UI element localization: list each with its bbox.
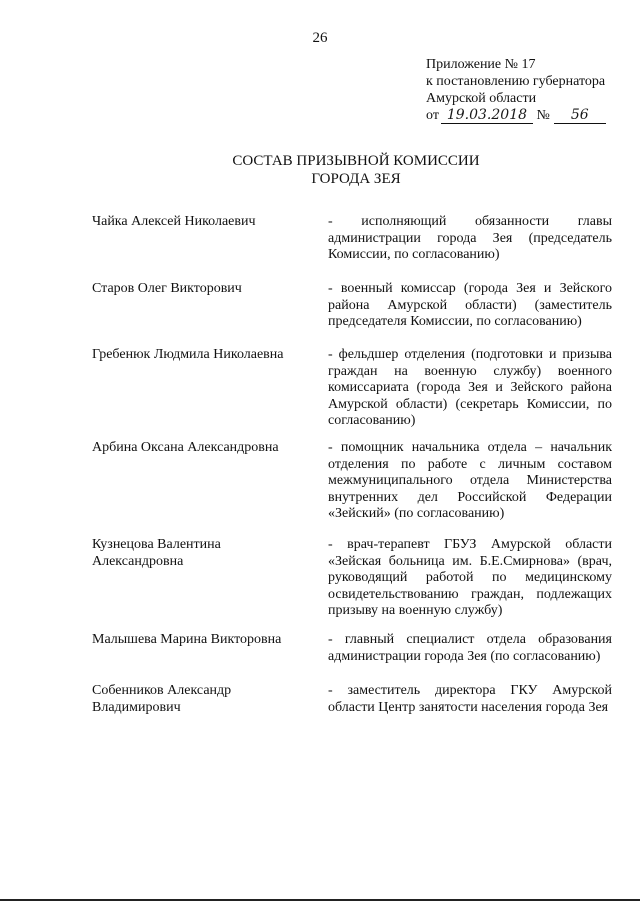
number-prefix: №: [536, 108, 550, 123]
member-role: - исполняющий обязанности главы администрации города Зея (председатель Комиссии, по согласованию): [328, 214, 612, 262]
member-role: - фельдшер отделения (подготовки и призыва граждан на военную службу) военного комиссариата (города Зея и Зейского района Амурской области) (секретарь Комиссии, по согласованию): [328, 347, 612, 428]
date-prefix: от: [426, 108, 439, 123]
title-line-1: СОСТАВ ПРИЗЫВНОЙ КОМИССИИ: [232, 153, 480, 169]
handwritten-number: 56: [554, 108, 606, 124]
appendix-title: Приложение № 17: [426, 57, 536, 72]
appendix-reference: к постановлению губернатора: [426, 74, 606, 89]
handwritten-date: 19.03.2018: [441, 108, 533, 124]
member-name: Кузнецова Валентина Александровна: [92, 537, 221, 569]
member-role: - помощник начальника отдела – начальник отделения по работе с личным составом межмуниципального отдела Министерства внутренних дел Российской Федерации «Зейский» (по согласованию): [328, 440, 612, 521]
appendix-region: Амурской области: [426, 91, 537, 106]
member-name: Арбина Оксана Александровна: [92, 440, 279, 455]
title-line-2: ГОРОДА ЗЕЯ: [311, 171, 401, 187]
page-bottom-edge: [0, 899, 640, 901]
document-title: [0, 152, 640, 188]
member-name: Малышева Марина Викторовна: [92, 632, 282, 647]
member-name: Гребенюк Людмила Николаевна: [92, 347, 284, 362]
appendix-block: [426, 56, 626, 124]
member-name: Чайка Алексей Николаевич: [92, 214, 256, 229]
page-number: 26: [312, 30, 328, 46]
member-name: Собенников Александр Владимирович: [92, 683, 232, 715]
member-role: - заместитель директора ГКУ Амурской области Центр занятости населения города Зея: [328, 683, 612, 715]
member-role: - главный специалист отдела образования администрации города Зея (по согласованию): [328, 632, 612, 664]
appendix-date-line: [426, 107, 626, 124]
member-role: - военный комиссар (города Зея и Зейского района Амурской области) (заместитель председателя Комиссии, по согласованию): [328, 281, 612, 329]
member-name: Старов Олег Викторович: [92, 281, 242, 296]
member-role: - врач-терапевт ГБУЗ Амурской области «Зейская больница им. Б.Е.Смирнова» (врач, руководящий работой по медицинскому освидетельствованию граждан, подлежащих призыву на военную службу): [328, 537, 612, 618]
